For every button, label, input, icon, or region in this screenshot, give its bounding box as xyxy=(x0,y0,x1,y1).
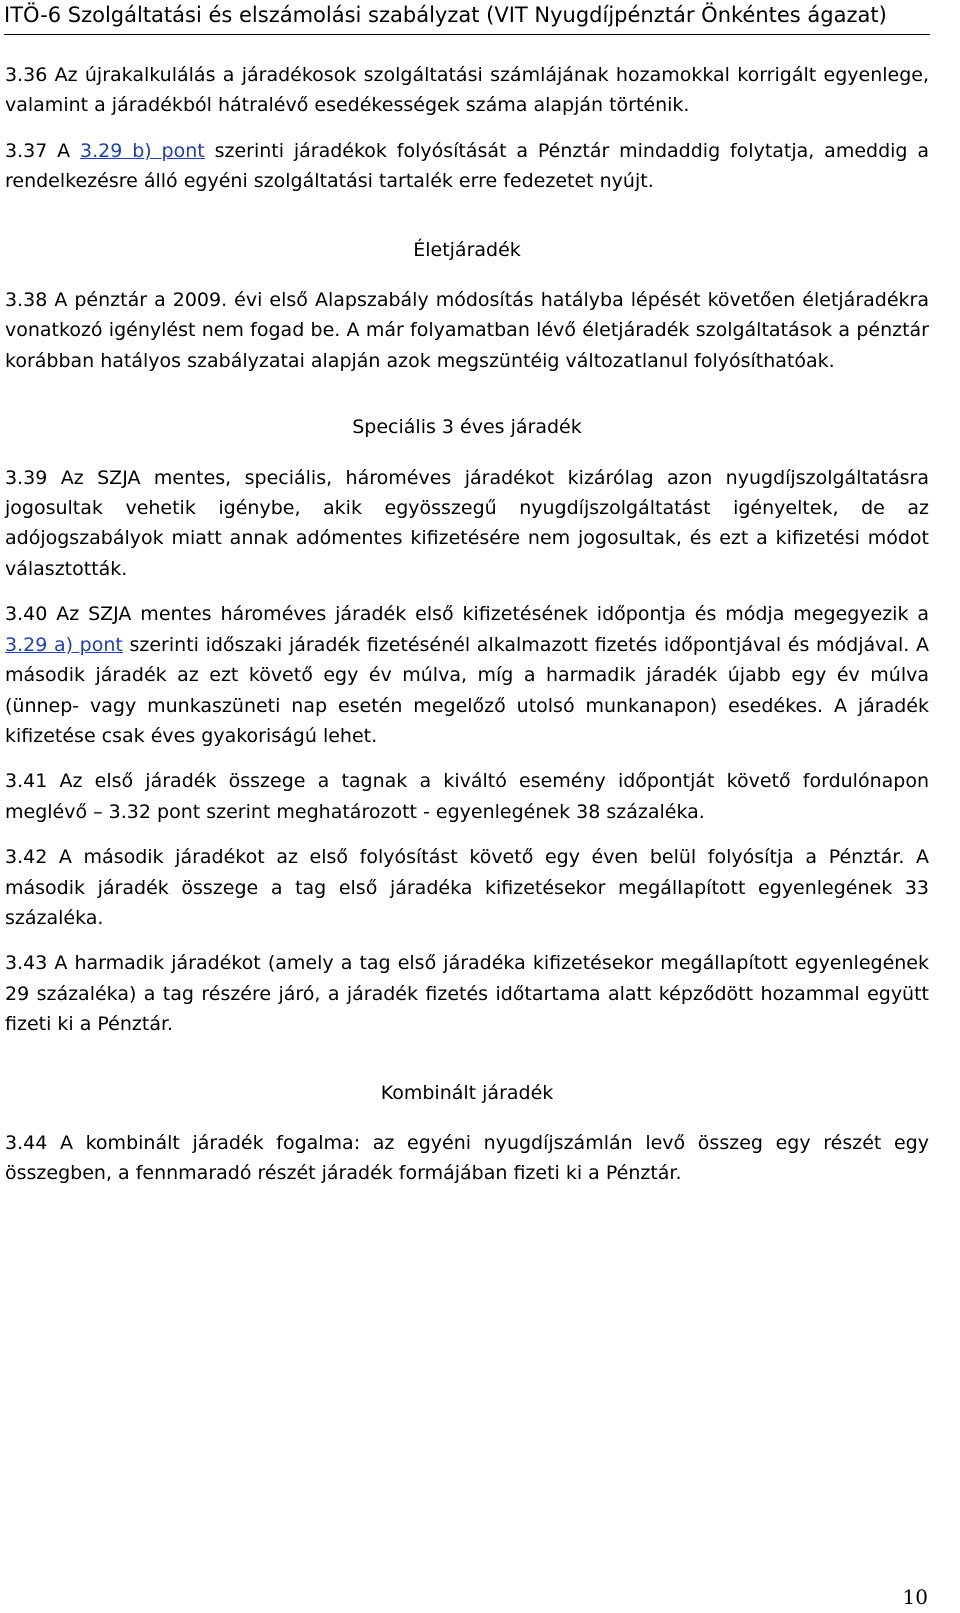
paragraph-3-36: 3.36 Az újrakalkulálás a járadékosok szolgáltatási számlájának hozamokkal korrigált egyenlege, valamint a járadékból hátralévő esedékességek száma alapján történik. xyxy=(5,64,929,117)
page-number: 10 xyxy=(902,1585,928,1609)
paragraph-3-37 xyxy=(5,136,929,197)
paragraph-3-44: 3.44 A kombinált járadék fogalma: az egyéni nyugdíjszámlán levő összeg egy részét egy összegben, a fennmaradó részét járadék formájában fizeti ki a Pénztár. xyxy=(5,1131,929,1185)
paragraph-text: szerinti járadékok folyósítását a Pénztár mindaddig folytatja, ameddig a rendelkezésre álló egyéni szolgáltatási tartalék erre fedezetet nyújt. xyxy=(5,139,929,193)
document-title: ITÖ-6 Szolgáltatási és elszámolási szabályzat (VIT Nyugdíjpénztár Önkéntes ágazat) xyxy=(4,3,887,27)
paragraph-3-43: 3.43 A harmadik járadékot (amely a tag első járadéka kifizetésekor megállapított egyenlegének 29 százaléka) a tag részére járó, a járadék fizetés időtartama alatt képződött hozammal együtt fizeti ki a Pénztár. xyxy=(5,952,929,1036)
page-header xyxy=(4,2,930,35)
paragraph-text: 3.40 Az SZJA mentes hároméves járadék első kifizetésének időpontja és módja megegyezik a xyxy=(5,603,929,626)
paragraph-3-40 xyxy=(5,599,929,751)
paragraph-3-38: 3.38 A pénztár a 2009. évi első Alapszabály módosítás hatályba lépését követően életjáradékra vonatkozó igénylést nem fogad be. A már folyamatban lévő életjáradék szolgáltatások a pénztár korábban hatályos szabályzatai alapján azok megszüntéig változatlanul folyósíthatóak. xyxy=(5,289,929,372)
document-body xyxy=(5,60,929,1204)
paragraph-text: szerinti időszaki járadék fizetésénél alkalmazott fizetés időpontjával és módjával. A második járadék az ezt követő egy év múlva, míg a harmadik járadék újabb egy év múlva (ünnep- vagy munkaszüneti nap esetén megelőző utolsó munkanapon) esedékes. A járadék kifizetése csak éves gyakoriságú lehet. xyxy=(5,633,929,747)
link-3-29-a[interactable]: 3.29 a) pont xyxy=(5,633,123,656)
paragraph-3-41: 3.41 Az első járadék összege a tagnak a kiváltó esemény időpontját követő fordulónapon meglévő – 3.32 pont szerint meghatározott - egyenlegének 38 százaléka. xyxy=(5,770,929,823)
paragraph-text: 3.37 A xyxy=(5,139,81,162)
section-heading-specialis: Speciális 3 éves járadék xyxy=(352,416,582,439)
section-heading-kombinalt: Kombinált járadék xyxy=(380,1081,554,1104)
paragraph-3-42: 3.42 A második járadékot az első folyósítást követő egy éven belül folyósítja a Pénztár. A második járadék összege a tag első járadéka kifizetésekor megállapított egyenlegének 33 százaléka. xyxy=(5,846,929,929)
section-heading-eletjaradek: Életjáradék xyxy=(413,238,521,261)
paragraph-3-39: 3.39 Az SZJA mentes, speciális, hároméves járadékot kizárólag azon nyugdíjszolgáltatásra jogosultak vehetik igénybe, akik egyösszegű nyugdíjszolgáltatást igényeltek, de az adójogszabályok miatt annak adómentes kifizetésére nem jogosultak, és ezt a kifizetési módot választották. xyxy=(5,466,929,580)
link-3-29-b[interactable]: 3.29 b) pont xyxy=(80,139,205,162)
